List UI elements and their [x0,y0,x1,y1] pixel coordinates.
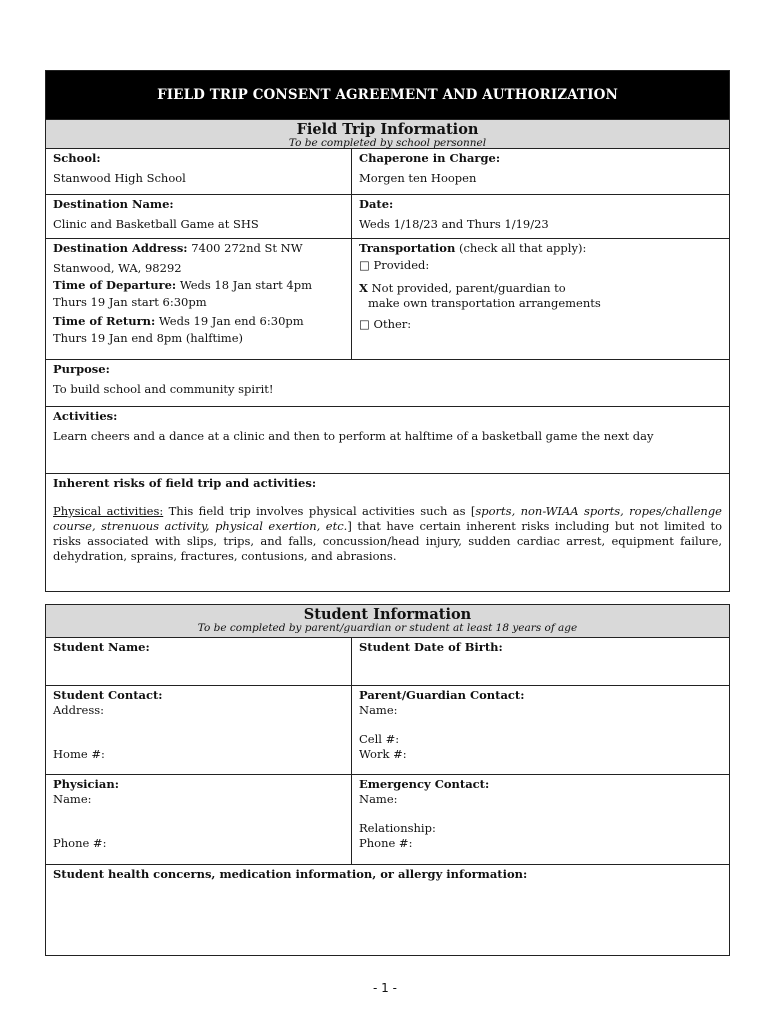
transport-option-provided[interactable]: □ Provided: [359,258,430,272]
risks-paragraph: Physical activities: This field trip involves physical activities such as [sports, non-WIAA sports, ropes/challenge course, strenuous activity, physical exertion, etc.] that have certain inherent risks including but not limited to risks associated with slips, trips, and falls, concussion/head injury, sudden cardiac arrest, equipment failure, dehydration, sprains, fractures, contusions, and abrasions. [53,504,722,563]
physician-row [46,775,729,865]
date-value: Weds 1/18/23 and Thurs 1/19/23 [359,217,549,231]
destination-label: Destination Name: [53,197,174,211]
risks-cell [46,474,729,591]
field-trip-form [45,70,730,592]
departure-line1: Weds 18 Jan start 4pm [176,278,312,292]
emergency-relationship-label: Relationship: [359,821,436,835]
emergency-contact-label: Emergency Contact: [359,777,490,791]
physician-label: Physician: [53,777,119,791]
destination-value: Clinic and Basketball Game at SHS [53,217,259,231]
purpose-cell[interactable] [46,360,729,406]
student-contact-label: Student Contact: [53,688,163,702]
student-name-field[interactable] [46,638,352,685]
emergency-phone-label: Phone #: [359,836,413,850]
address-label: Destination Address: [53,241,188,255]
date-label: Date: [359,197,394,211]
transport-option-other[interactable]: □ Other: [359,317,412,331]
departure-label: Time of Departure: [53,278,177,292]
guardian-contact-label: Parent/Guardian Contact: [359,688,525,702]
address-times-cell[interactable] [46,239,352,359]
purpose-row [46,360,729,407]
guardian-cell-label: Cell #: [359,732,400,746]
student-name-row [46,638,729,686]
guardian-contact-field[interactable] [352,686,729,774]
destination-row [46,195,729,239]
guardian-name-label: Name: [359,703,398,717]
student-home-phone-label: Home #: [53,747,105,761]
departure-line2: Thurs 19 Jan start 6:30pm [53,295,207,309]
return-label: Time of Return: [53,314,156,328]
transport-checked-mark[interactable]: X [359,281,368,295]
health-row [46,865,729,955]
trip-info-subtitle: To be completed by school personnel [288,137,487,149]
purpose-label: Purpose: [53,362,110,376]
guardian-work-label: Work #: [359,747,407,761]
health-info-field[interactable] [46,865,729,955]
transport-option-not-provided-cont: make own transportation arrangements [368,296,601,310]
address-line2: Stanwood, WA, 98292 [53,261,182,275]
school-row [46,149,729,195]
date-cell[interactable] [352,195,729,238]
student-info-form [45,604,730,956]
risks-label: Inherent risks of field trip and activities: [53,476,317,490]
activities-cell[interactable] [46,407,729,473]
destination-cell[interactable] [46,195,352,238]
physician-field[interactable] [46,775,352,864]
student-info-header [46,605,729,638]
page-number: - 1 - [373,981,397,995]
student-contact-field[interactable] [46,686,352,774]
student-dob-field[interactable] [352,638,729,685]
transport-label: Transportation [359,241,456,255]
return-line2: Thurs 19 Jan end 8pm (halftime) [53,331,244,345]
transport-note: (check all that apply): [455,241,587,255]
student-address-label: Address: [53,703,105,717]
student-info-title: Student Information [303,606,472,623]
chaperone-cell[interactable] [352,149,729,194]
chaperone-label: Chaperone in Charge: [359,151,501,165]
return-line1: Weds 19 Jan end 6:30pm [155,314,304,328]
purpose-value: To build school and community spirit! [53,382,274,396]
trip-info-title: Field Trip Information [296,121,479,138]
student-dob-label: Student Date of Birth: [359,640,503,654]
transportation-cell[interactable] [352,239,729,359]
emergency-contact-field[interactable] [352,775,729,864]
contact-row [46,686,729,775]
school-label: School: [53,151,101,165]
activities-row [46,407,729,474]
physician-phone-label: Phone #: [53,836,107,850]
form-banner-title: FIELD TRIP CONSENT AGREEMENT AND AUTHORIZATION [46,71,729,119]
address-line1: 7400 272nd St NW [187,241,303,255]
activities-value: Learn cheers and a dance at a clinic and then to perform at halftime of a basketball game the next day [53,429,654,443]
emergency-name-label: Name: [359,792,398,806]
address-transport-row [46,239,729,360]
activities-label: Activities: [53,409,118,423]
trip-info-header [46,119,729,149]
chaperone-value: Morgen ten Hoopen [359,171,477,185]
school-cell[interactable] [46,149,352,194]
risks-row [46,474,729,591]
student-info-subtitle: To be completed by parent/guardian or student at least 18 years of age [197,622,578,634]
school-value: Stanwood High School [53,171,186,185]
risks-lead: Physical activities: [53,504,164,518]
physician-name-label: Name: [53,792,92,806]
student-name-label: Student Name: [53,640,150,654]
health-info-label: Student health concerns, medication information, or allergy information: [53,867,528,881]
transport-option-not-provided: Not provided, parent/guardian to [367,281,566,295]
